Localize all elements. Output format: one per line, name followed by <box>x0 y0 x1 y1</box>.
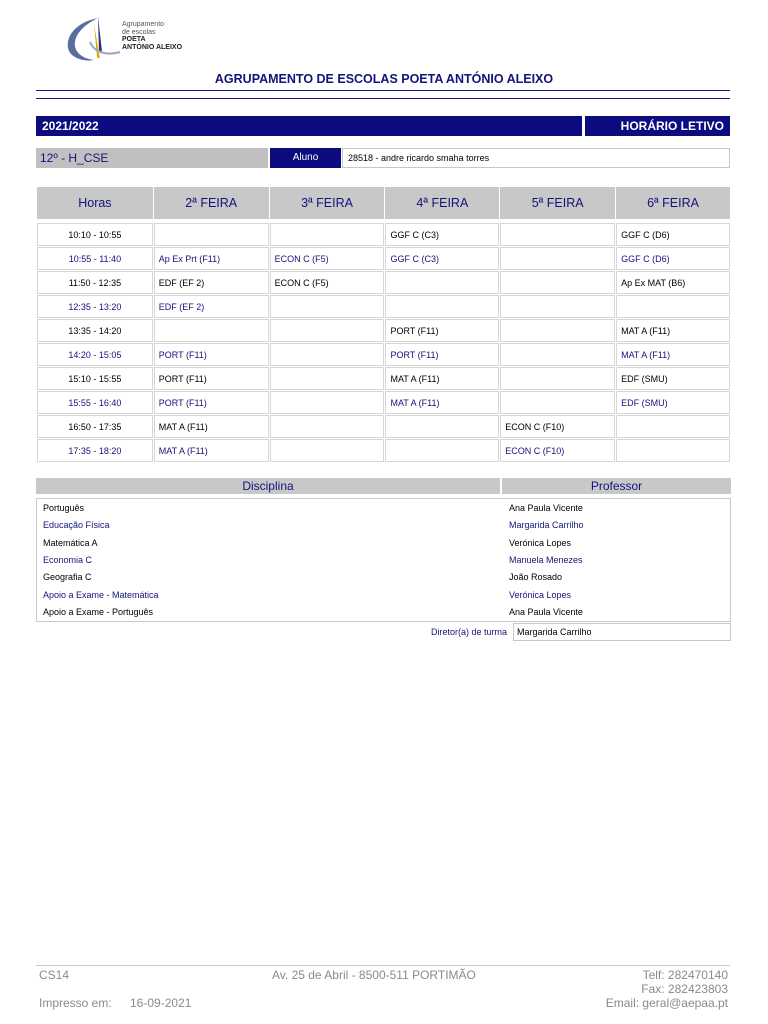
class-cell: GGF C (C3) <box>385 223 499 246</box>
class-cell: PORT (F11) <box>154 343 269 366</box>
class-cell: MAT A (F11) <box>616 343 730 366</box>
teacher-name: Ana Paula Vicente <box>509 503 583 513</box>
class-cell: PORT (F11) <box>385 319 499 342</box>
time-slot: 10:10 - 10:55 <box>37 223 153 246</box>
class-cell: MAT A (F11) <box>154 439 269 462</box>
class-cell: MAT A (F11) <box>154 415 269 438</box>
subject-name: Apoio a Exame - Português <box>43 606 154 617</box>
class-cell: EDF (SMU) <box>616 391 730 414</box>
logo-line-3: POETA <box>122 36 146 43</box>
class-cell <box>385 415 499 438</box>
class-cell <box>616 415 730 438</box>
class-cell: Ap Ex MAT (B6) <box>616 271 730 294</box>
class-cell: MAT A (F11) <box>385 367 499 390</box>
subject-name: Português <box>43 503 85 513</box>
subject-name: Apoio a Exame - Matemática <box>43 589 159 600</box>
class-cell: GGF C (D6) <box>616 247 730 270</box>
footer-email: Email: geral@aepaa.pt <box>605 996 728 1010</box>
class-cell <box>154 319 269 342</box>
logo-line-2: de escolas <box>122 28 156 36</box>
col-header-tuesday: 3ª FEIRA <box>270 187 385 219</box>
subjects-list <box>36 498 731 622</box>
class-cell: PORT (F11) <box>154 391 269 414</box>
subject-name: Economia C <box>43 554 93 565</box>
footer-printed-label: Impresso em: <box>39 996 112 1010</box>
footer-address: Av. 25 de Abril - 8500-511 PORTIMÃO <box>272 968 476 982</box>
class-cell <box>270 391 385 414</box>
time-slot: 14:20 - 15:05 <box>37 343 153 366</box>
timetable-body <box>37 220 730 462</box>
class-cell: GGF C (C3) <box>385 247 499 270</box>
class-cell: EDF (EF 2) <box>154 271 269 294</box>
class-cell <box>500 343 615 366</box>
class-cell <box>270 223 385 246</box>
logo-line-1: Agrupamento <box>122 21 165 28</box>
director-label: Diretor(a) de turma <box>430 627 507 637</box>
class-cell: ECON C (F5) <box>270 247 385 270</box>
school-year: 2021/2022 <box>36 116 582 136</box>
class-cell: Ap Ex Prt (F11) <box>154 247 269 270</box>
footer-fax: Fax: 282423803 <box>641 982 728 996</box>
subject-name: Geografia C <box>43 572 92 583</box>
timetable-spacer <box>37 220 730 222</box>
class-cell <box>270 367 385 390</box>
school-title: AGRUPAMENTO DE ESCOLAS POETA ANTÓNIO ALEIXO <box>214 72 554 86</box>
time-slot: 11:50 - 12:35 <box>37 271 153 294</box>
class-cell <box>500 271 615 294</box>
teacher-header: Professor <box>502 478 731 494</box>
class-cell <box>500 319 615 342</box>
footer-rule <box>36 965 730 966</box>
class-cell: ECON C (F5) <box>270 271 385 294</box>
time-slot: 15:10 - 15:55 <box>37 367 153 390</box>
col-header-wednesday: 4ª FEIRA <box>385 187 499 219</box>
student-label: Aluno <box>270 148 341 168</box>
logo-line-4: ANTÓNIO ALEIXO <box>122 43 183 51</box>
timetable-header <box>37 187 730 219</box>
timetable-row <box>37 391 730 414</box>
class-cell <box>616 295 730 318</box>
timetable-row <box>37 415 730 438</box>
class-cell <box>270 439 385 462</box>
class-cell: MAT A (F11) <box>616 319 730 342</box>
class-cell: GGF C (D6) <box>616 223 730 246</box>
class-cell <box>385 295 499 318</box>
timetable-row <box>37 439 730 462</box>
teacher-name: Manuela Menezes <box>509 554 583 565</box>
teacher-name: Ana Paula Vicente <box>509 606 583 617</box>
teacher-name: Margarida Carrilho <box>509 520 584 531</box>
class-name: 12º - H_CSE <box>36 148 268 168</box>
time-slot: 15:55 - 16:40 <box>37 391 153 414</box>
class-cell <box>500 295 615 318</box>
class-cell <box>500 367 615 390</box>
class-cell: ECON C (F10) <box>500 439 615 462</box>
time-slot: 13:35 - 14:20 <box>37 319 153 342</box>
teacher-name: Verónica Lopes <box>509 537 572 548</box>
subject-name: Matemática A <box>43 537 98 548</box>
class-cell <box>270 295 385 318</box>
timetable-row <box>37 247 730 270</box>
footer-printed-date: 16-09-2021 <box>130 996 192 1010</box>
class-cell: ECON C (F10) <box>500 415 615 438</box>
class-cell: EDF (SMU) <box>616 367 730 390</box>
class-cell <box>154 223 269 246</box>
timetable-row <box>37 271 730 294</box>
teacher-name: Verónica Lopes <box>509 589 572 600</box>
subject-name: Educação Física <box>43 520 110 531</box>
director-value: Margarida Carrilho <box>513 623 731 641</box>
col-header-friday: 6ª FEIRA <box>616 187 730 219</box>
class-cell <box>385 271 499 294</box>
schedule-type: HORÁRIO LETIVO <box>585 116 730 136</box>
class-cell: PORT (F11) <box>154 367 269 390</box>
class-cell: EDF (EF 2) <box>154 295 269 318</box>
col-header-hours: Horas <box>37 187 153 219</box>
timetable <box>36 186 731 463</box>
title-rule-top <box>36 90 730 91</box>
footer-phone: Telf: 282470140 <box>642 968 728 982</box>
time-slot: 16:50 - 17:35 <box>37 415 153 438</box>
class-cell <box>500 223 615 246</box>
class-cell <box>270 343 385 366</box>
timetable-row <box>37 319 730 342</box>
time-slot: 10:55 - 11:40 <box>37 247 153 270</box>
teacher-name: João Rosado <box>509 572 563 583</box>
class-cell <box>500 391 615 414</box>
col-header-monday: 2ª FEIRA <box>154 187 269 219</box>
student-value: 28518 - andre ricardo smaha torres <box>342 148 730 168</box>
class-cell: PORT (F11) <box>385 343 499 366</box>
class-cell <box>500 247 615 270</box>
col-header-thursday: 5ª FEIRA <box>500 187 615 219</box>
time-slot: 17:35 - 18:20 <box>37 439 153 462</box>
title-rule-bottom <box>36 98 730 99</box>
class-cell <box>270 415 385 438</box>
timetable-row <box>37 367 730 390</box>
timetable-row <box>37 223 730 246</box>
class-cell <box>616 439 730 462</box>
class-cell: MAT A (F11) <box>385 391 499 414</box>
time-slot: 12:35 - 13:20 <box>37 295 153 318</box>
logo-text <box>122 21 182 51</box>
class-cell <box>385 439 499 462</box>
timetable-row <box>37 295 730 318</box>
timetable-row <box>37 343 730 366</box>
subject-header: Disciplina <box>36 478 500 494</box>
footer-code: CS14 <box>39 968 70 982</box>
class-cell <box>270 319 385 342</box>
